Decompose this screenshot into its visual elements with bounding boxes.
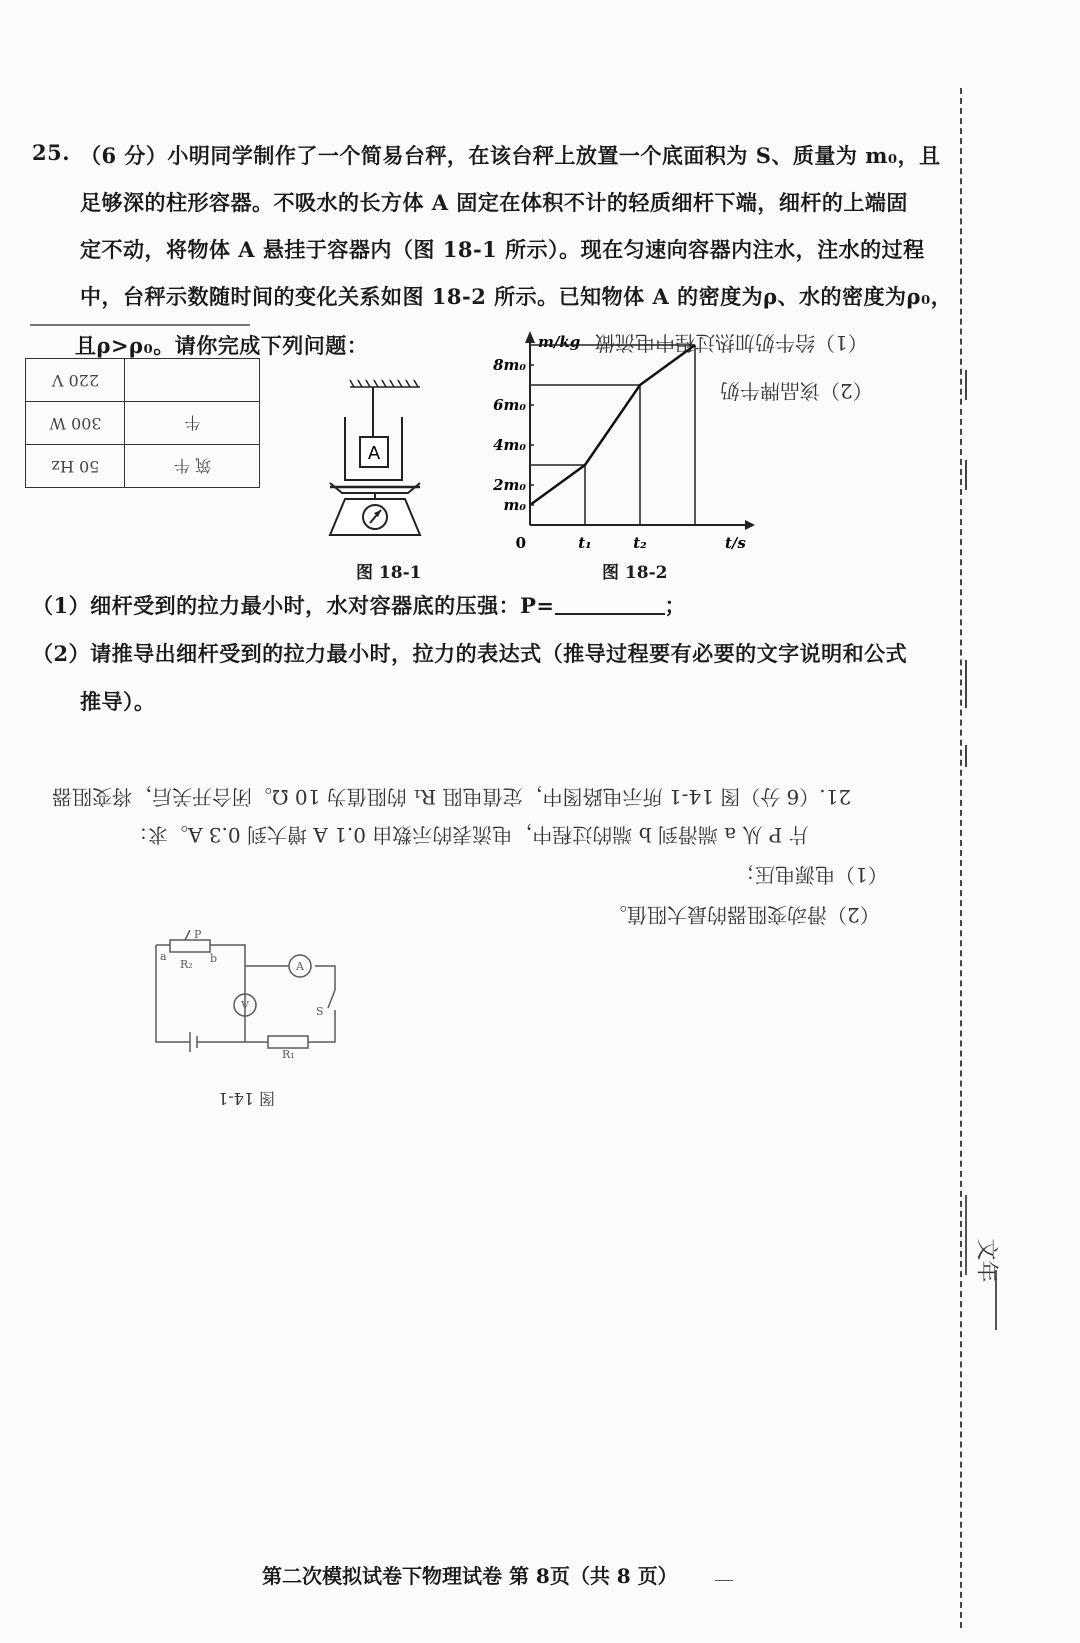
bleed-figure-14-1-caption: 图 14-1: [218, 1089, 276, 1108]
y-tick-label: 6m₀: [493, 396, 526, 414]
bleed-q21-line2: 片 P 从 a 端滑到 b 端的过程中，电流表的示数由 0.1 A 增大到 0.3 A。求：: [128, 823, 809, 847]
circuit-label: A: [296, 960, 304, 973]
bleed-q21-line1: 21.（6 分）图 14-1 所示电路图中，定值电阻 R₁ 的阻值为 10 Ω。闭合开关后，将变阻器: [52, 785, 852, 809]
circuit-label: R₁: [282, 1048, 295, 1060]
margin-mark: [965, 370, 967, 400]
block-a-label: A: [367, 443, 381, 464]
question-number: 25.: [32, 140, 71, 165]
data-line: [530, 345, 695, 505]
bleed-text: （2）该品牌牛奶: [720, 379, 873, 403]
figure-18-1: [320, 375, 450, 550]
y-axis-label: m/kg: [538, 333, 581, 351]
x-tick-label: t₂: [633, 534, 647, 552]
question-text-line: 中，台秤示数随时间的变化关系如图 18-2 所示。已知物体 A 的密度为ρ、水的密度为ρ₀，: [80, 284, 953, 309]
page-footer: 第二次模拟试卷下物理试卷 第 8页（共 8 页）: [262, 1564, 678, 1588]
figure-18-2-chart: [490, 325, 770, 557]
x-tick-label: t₁: [578, 534, 592, 552]
x-axis-label: t/s: [725, 534, 746, 552]
circuit-label: P: [194, 930, 202, 941]
figure-18-1-caption: 图 18-1: [356, 563, 422, 583]
circuit-label: b: [210, 952, 218, 965]
table-row: [26, 445, 260, 488]
circuit-label: S: [316, 1005, 324, 1018]
bleed-through-table: [25, 358, 260, 488]
question-text-line: 足够深的柱形容器。不吸水的长方体 A 固定在体积不计的轻质细杆下端，细杆的上端固: [80, 190, 908, 215]
table-cell: 牛: [125, 402, 260, 445]
circuit-label: R₂: [180, 958, 193, 971]
sub-question-1-end: ；: [664, 593, 686, 618]
table-row: [26, 402, 260, 445]
bleed-q21-sub1: （1）电源电压；: [735, 863, 888, 887]
table-cell: 筑 牛: [125, 445, 260, 488]
y-tick-label: m₀: [503, 496, 526, 514]
bleed-line: [30, 324, 250, 326]
table-cell: 50 Hz: [26, 445, 125, 488]
question-text-line: 且ρ>ρ₀。请你完成下列问题：: [75, 333, 369, 358]
table-cell: 300 W: [26, 402, 125, 445]
margin-mark: [965, 460, 967, 490]
sub-question-1-text: （1）细杆受到的拉力最小时，水对容器底的压强：P=: [32, 593, 555, 618]
y-tick-label: 8m₀: [493, 356, 526, 374]
margin-mark: [965, 1195, 967, 1275]
table-cell: [125, 359, 260, 402]
ceiling-hatch: [350, 380, 420, 387]
x-axis-arrow: [745, 520, 755, 530]
y-tick-label: 2m₀: [493, 476, 526, 494]
question-text-line: 定不动，将物体 A 悬挂于容器内（图 18-1 所示）。现在匀速向容器内注水，注水的过程: [80, 237, 925, 262]
question-text-line: （6 分）小明同学制作了一个简易台秤，在该台秤上放置一个底面积为 S、质量为 m₀，且: [80, 143, 941, 168]
y-tick-label: 4m₀: [493, 436, 526, 454]
table-row: [26, 359, 260, 402]
margin-mark: [965, 660, 967, 708]
bleed-text: （1）给牛奶加热过程中电流做: [595, 331, 868, 355]
binding-dashed-line: [960, 88, 962, 1628]
sub-question-2-cont: 推导）。: [80, 689, 156, 714]
figure-18-2-caption: 图 18-2: [602, 563, 668, 583]
margin-text: 文年: [973, 1238, 999, 1283]
answer-blank[interactable]: [555, 593, 665, 615]
origin-label: 0: [515, 534, 526, 552]
sub-question-2: （2）请推导出细杆受到的拉力最小时，拉力的表达式（推导过程要有必要的文字说明和公式: [32, 641, 908, 666]
sub-question-1: [32, 590, 686, 620]
bleed-circuit-14-1: [150, 930, 350, 1060]
circuit-label: a: [160, 950, 167, 963]
table-cell: 220 V: [26, 359, 125, 402]
circuit-label: V: [241, 999, 249, 1012]
bleed-q21-sub2: （2）滑动变阻器的最大阻值。: [607, 903, 880, 927]
footer-dash: [715, 1580, 733, 1581]
margin-mark: [965, 745, 967, 767]
y-axis-arrow: [525, 331, 535, 343]
